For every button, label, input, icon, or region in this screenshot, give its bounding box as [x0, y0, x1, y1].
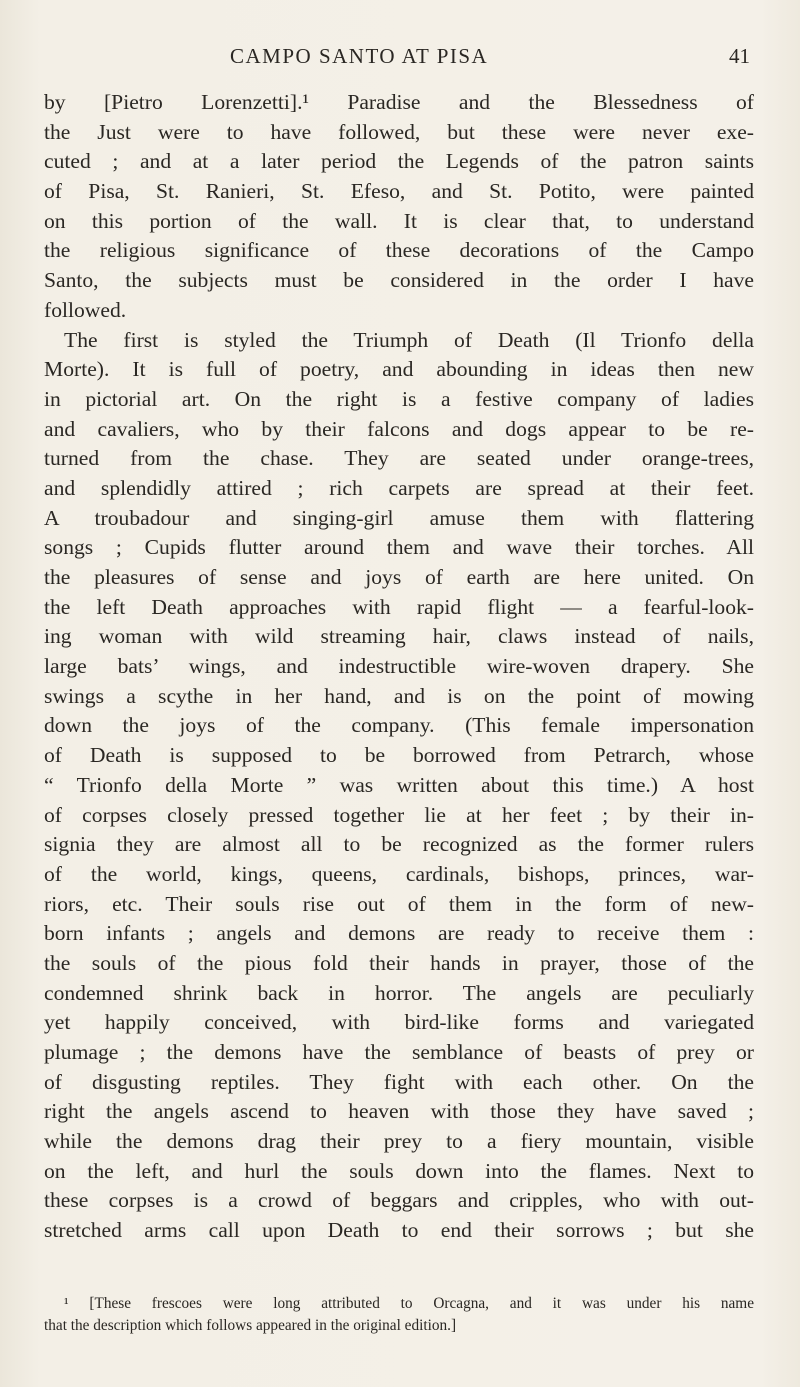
footnote-line: ¹ [These frescoes were long attributed to Orcagna, and it was under his name	[64, 1295, 754, 1312]
text-line: these corpses is a crowd of beggars and cripples, who with out-	[44, 1188, 754, 1213]
footnote-line: that the description which follows appeared in the original edition.]	[44, 1317, 457, 1334]
text-line: The first is styled the Triumph of Death (Il Trionfo della	[64, 327, 754, 352]
text-line: A troubadour and singing-girl amuse them with flattering	[44, 505, 754, 530]
text-line: of Death is supposed to be borrowed from Petrarch, whose	[44, 743, 754, 768]
text-line: ing woman with wild streaming hair, claws instead of nails,	[44, 624, 754, 649]
text-line: of corpses closely pressed together lie at her feet ; by their in-	[44, 802, 754, 827]
text-line: signia they are almost all to be recognized as the former rulers	[44, 832, 754, 857]
text-line: cuted ; and at a later period the Legends of the patron saints	[44, 149, 754, 174]
body-text	[44, 88, 754, 1246]
text-line: of disgusting reptiles. They fight with each other. On the	[44, 1069, 754, 1094]
text-line: Santo, the subjects must be considered in the order I have	[44, 268, 754, 293]
running-title: CAMPO SANTO AT PISA	[230, 44, 489, 68]
text-line: in pictorial art. On the right is a festive company of ladies	[44, 386, 754, 411]
text-line: stretched arms call upon Death to end their sorrows ; but she	[44, 1218, 754, 1243]
text-line: and splendidly attired ; rich carpets are spread at their feet.	[44, 475, 754, 500]
text-line: of the world, kings, queens, cardinals, bishops, princes, war-	[44, 861, 754, 886]
text-line: songs ; Cupids flutter around them and wave their torches. All	[44, 535, 754, 560]
text-line: condemned shrink back in horror. The angels are peculiarly	[44, 980, 754, 1005]
text-line: the souls of the pious fold their hands in prayer, those of the	[44, 950, 754, 975]
text-line: on this portion of the wall. It is clear that, to understand	[44, 208, 754, 233]
text-line: born infants ; angels and demons are ready to receive them :	[44, 921, 754, 946]
text-line: riors, etc. Their souls rise out of them in the form of new-	[44, 891, 754, 916]
text-line: while the demons drag their prey to a fiery mountain, visible	[44, 1129, 754, 1154]
text-line: yet happily conceived, with bird-like forms and variegated	[44, 1010, 754, 1035]
text-line: followed.	[44, 297, 127, 322]
text-line: swings a scythe in her hand, and is on the point of mowing	[44, 683, 754, 708]
text-line: plumage ; the demons have the semblance of beasts of prey or	[44, 1040, 754, 1064]
text-line: the religious significance of these decorations of the Campo	[44, 238, 754, 263]
text-line: and cavaliers, who by their falcons and dogs appear to be re-	[44, 416, 754, 441]
page-number: 41	[729, 44, 750, 68]
text-line: large bats’ wings, and indestructible wire-woven drapery. She	[44, 654, 754, 679]
text-line: “ Trionfo della Morte ” was written about this time.) A host	[44, 772, 754, 797]
text-line: right the angels ascend to heaven with those they have saved ;	[44, 1099, 754, 1124]
text-line: down the joys of the company. (This female impersonation	[44, 713, 754, 738]
text-line: Morte). It is full of poetry, and abounding in ideas then new	[44, 357, 754, 382]
text-line: by [Pietro Lorenzetti].¹ Paradise and the Blessedness of	[44, 90, 754, 114]
text-line: the Just were to have followed, but these were never exe-	[44, 119, 754, 144]
footnote	[44, 1293, 754, 1337]
text-line: turned from the chase. They are seated under orange-trees,	[44, 446, 754, 471]
text-line: the left Death approaches with rapid flight — a fearful-look-	[44, 594, 754, 619]
text-line: the pleasures of sense and joys of earth are here united. On	[44, 565, 754, 589]
text-line: of Pisa, St. Ranieri, St. Efeso, and St. Potito, were painted	[44, 179, 754, 204]
running-head	[190, 44, 750, 72]
text-line: on the left, and hurl the souls down into the flames. Next to	[44, 1158, 754, 1183]
